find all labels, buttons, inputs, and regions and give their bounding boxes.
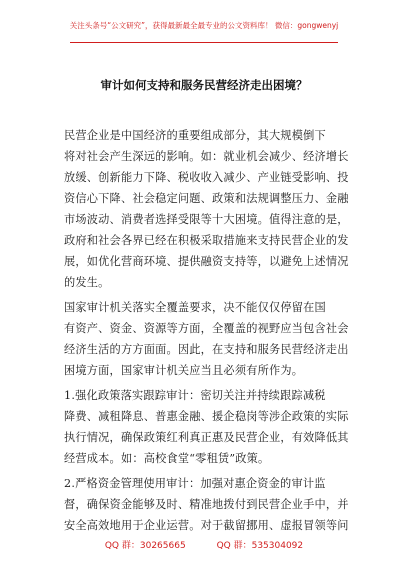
paragraph-line: 有资产、资金、资源等方面，全覆盖的视野应当包含社会 [64,322,349,335]
paragraph-line: 困境方面，国家审计机关应当且必须有所作为。 [64,364,304,377]
paragraph-line: 安全高效地用于企业运营。对于截留挪用、虚报冒领等问 [64,519,349,532]
paragraph-line: 督，确保资金能够及时、精准地拨付到民营企业手中，并 [64,498,349,511]
paragraph-line: 国家审计机关落实全覆盖要求，决不能仅仅停留在国 [64,301,326,314]
qq-group-1: QQ 群：30265665 [104,541,186,551]
paragraph-line: 将对社会产生深远的影响。如：就业机会减少、经济增长 [64,150,349,163]
paragraph-line: 的发生。 [64,276,110,289]
promo-header: 关注头条号“公文研究”，获得最新最全最专业的公文资料库！ 微信：gongwenyj [69,21,339,30]
document-title: 审计如何支持和服务民营经济走出困境？ [100,78,308,92]
footer-contacts [0,538,408,551]
paragraph-line: 执行情况，确保政策红利真正惠及民营企业，有效降低其 [64,431,349,444]
paragraph-line: 政府和社会各界已经在积极采取措施来支持民营企业的发 [64,234,349,247]
paragraph-line: 2.严格资金管理使用审计：加强对惠企资金的审计监 [64,477,326,490]
paragraph-line: 降费、减租降息、普惠金融、援企稳岗等涉企政策的实际 [64,410,349,423]
paragraph-line: 展，如优化营商环境、提供融资支持等，以避免上述情况 [64,255,349,268]
paragraph-line: 资信心下降、社会稳定问题、政策和法规调整压力、金融 [64,192,349,205]
paragraph-line: 经营成本。如：高校食堂“零租赁”政策。 [64,452,270,465]
document-body [64,125,354,536]
paragraph-line: 1.强化政策落实跟踪审计：密切关注并持续跟踪减税 [64,389,326,402]
qq-group-2: QQ 群：535304092 [216,541,304,551]
paragraph-line: 民营企业是中国经济的重要组成部分，其大规模倒下 [64,129,326,142]
paragraph-line: 放缓、创新能力下降、税收收入减少、产业链受影响、投 [64,171,349,184]
paragraph-line: 市场波动、消费者选择受限等十大困境。值得注意的是， [64,213,349,226]
paragraph-line: 经济生活的方方面面。因此，在支持和服务民营经济走出 [64,343,349,356]
header-divider [70,42,338,43]
